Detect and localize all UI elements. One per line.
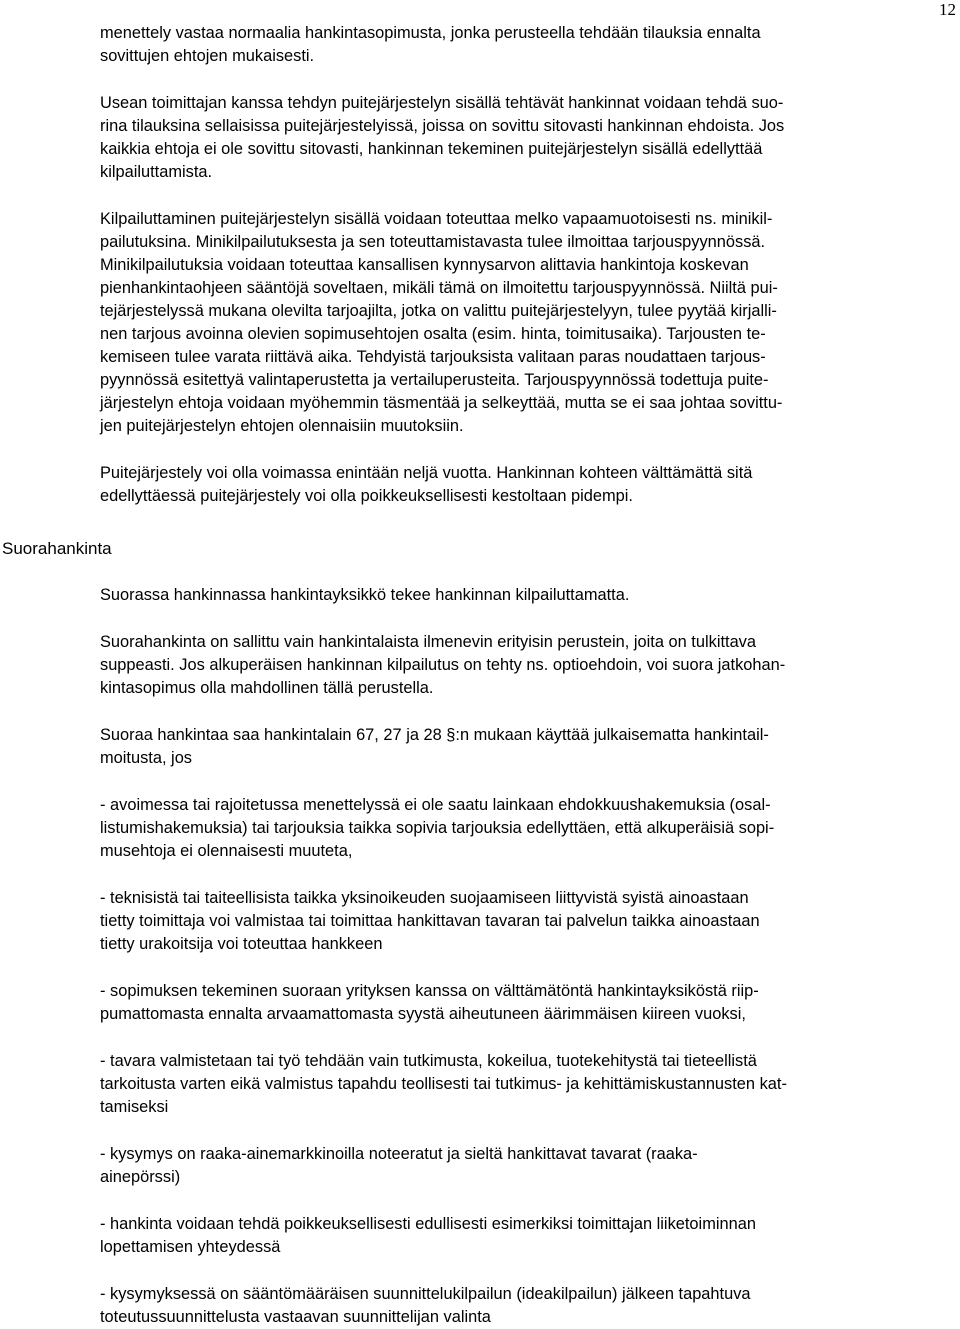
line: musehtoja ei olennaisesti muuteta, bbox=[100, 842, 353, 860]
paragraph-7 bbox=[100, 724, 926, 770]
line: tarkoitusta varten eikä valmistus tapahdu teollisesti tai tutkimus- ja kehittämiskustannusten kat- bbox=[100, 1075, 787, 1093]
text-block-upper bbox=[100, 22, 926, 508]
line: tejärjestelyssä mukana olevilta tarjoajilta, jotka on valittu puitejärjestelyyn, tulee pyytää kirjalli- bbox=[100, 302, 777, 320]
line: tamiseksi bbox=[100, 1098, 169, 1116]
line: Usean toimittajan kanssa tehdyn puitejärjestelyn sisällä tehtävät hankinnat voidaan tehdä suo- bbox=[100, 94, 784, 112]
line: suppeasti. Jos alkuperäisen hankinnan kilpailutus on tehty ns. optioehdoin, voi suora jatkohan- bbox=[100, 656, 786, 674]
line: nen tarjous avoinna olevien sopimusehtojen osalta (esim. hinta, toimitusaika). Tarjousten te- bbox=[100, 325, 766, 343]
line: Suorassa hankinnassa hankintayksikkö tekee hankinnan kilpailuttamatta. bbox=[100, 586, 630, 604]
line: Minikilpailutuksia voidaan toteuttaa kansallisen kynnysarvon alittavia hankintoja koskevan bbox=[100, 256, 749, 274]
line: rina tilauksina sellaisissa puitejärjestelyissä, joissa on sovittu sitovasti hankinnan ehdoista. Jos bbox=[100, 117, 785, 135]
line: Suorahankinta on sallittu vain hankintalaista ilmenevin erityisin perustein, joita on tulkittava bbox=[100, 633, 756, 651]
list-item bbox=[100, 1283, 926, 1329]
line: moitusta, jos bbox=[100, 749, 193, 767]
line: ainepörssi) bbox=[100, 1168, 181, 1186]
line: kintasopimus olla mahdollinen tällä perustella. bbox=[100, 679, 434, 697]
line: edellyttäessä puitejärjestely voi olla poikkeuksellisesti kestoltaan pidempi. bbox=[100, 487, 633, 505]
line: listumishakemuksia) tai tarjouksia taikka sopivia tarjouksia edellyttäen, että alkuperäisiä sopi- bbox=[100, 819, 775, 837]
paragraph-1 bbox=[100, 22, 926, 68]
list-item bbox=[100, 980, 926, 1026]
text-block-suorahankinta bbox=[100, 584, 926, 1329]
line: - kysymyksessä on sääntömääräisen suunnittelukilpailun (ideakilpailun) jälkeen tapahtuva bbox=[100, 1285, 751, 1303]
line: järjestelyn ehtoja voidaan myöhemmin täsmentää ja selkeyttää, mutta se ei saa johtaa sovittu- bbox=[100, 394, 783, 412]
line: toteutussuunnittelusta vastaavan suunnittelijan valinta bbox=[100, 1308, 491, 1326]
line: menettely vastaa normaalia hankintasopimusta, jonka perusteella tehdään tilauksia ennalta bbox=[100, 24, 761, 42]
section-heading-suorahankinta: Suorahankinta bbox=[2, 539, 112, 558]
list-item bbox=[100, 887, 926, 956]
line: Kilpailuttaminen puitejärjestelyn sisällä voidaan toteuttaa melko vapaamuotoisesti ns. minikil- bbox=[100, 210, 773, 228]
line: sovittujen ehtojen mukaisesti. bbox=[100, 47, 315, 65]
line: tietty toimittaja voi valmistaa tai toimittaa hankittavan tavaran tai palvelun taikka ainoastaan bbox=[100, 912, 760, 930]
line: - sopimuksen tekeminen suoraan yrityksen kanssa on välttämätöntä hankintayksiköstä riip- bbox=[100, 982, 759, 1000]
paragraph-5 bbox=[100, 584, 926, 607]
line: Suoraa hankintaa saa hankintalain 67, 27 ja 28 §:n mukaan käyttää julkaisematta hankintail- bbox=[100, 726, 769, 744]
line: Puitejärjestely voi olla voimassa enintään neljä vuotta. Hankinnan kohteen välttämättä sitä bbox=[100, 464, 753, 482]
line: - tavara valmistetaan tai työ tehdään vain tutkimusta, kokeilua, tuotekehitystä tai tieteellistä bbox=[100, 1052, 757, 1070]
line: - hankinta voidaan tehdä poikkeuksellisesti edullisesti esimerkiksi toimittajan liiketoiminnan bbox=[100, 1215, 756, 1233]
line: - avoimessa tai rajoitetussa menettelyssä ei ole saatu lainkaan ehdokkuushakemuksia (osal- bbox=[100, 796, 771, 814]
line: kaikkia ehtoja ei ole sovittu sitovasti, hankinnan tekeminen puitejärjestelyn sisällä edellyttää bbox=[100, 140, 763, 158]
line: lopettamisen yhteydessä bbox=[100, 1238, 281, 1256]
line: tietty urakoitsija voi toteuttaa hankkeen bbox=[100, 935, 383, 953]
paragraph-3 bbox=[100, 208, 926, 438]
line: kemiseen tulee varata riittävä aika. Tehdyistä tarjouksista valitaan paras noudattaen tarjous- bbox=[100, 348, 766, 366]
paragraph-2 bbox=[100, 92, 926, 184]
list-item bbox=[100, 1050, 926, 1119]
paragraph-4 bbox=[100, 462, 926, 508]
paragraph-6 bbox=[100, 631, 926, 700]
line: - teknisistä tai taiteellisista taikka yksinoikeuden suojaamiseen liittyvistä syistä ainoastaan bbox=[100, 889, 749, 907]
list-item bbox=[100, 1143, 926, 1189]
line: - kysymys on raaka-ainemarkkinoilla noteeratut ja sieltä hankittavat tavarat (raaka- bbox=[100, 1145, 698, 1163]
line: jen puitejärjestelyn ehtojen olennaisiin muutoksiin. bbox=[100, 417, 464, 435]
line: pyynnössä esitettyä valintaperustetta ja vertailuperusteita. Tarjouspyynnössä todettuja puite- bbox=[100, 371, 769, 389]
line: pienhankintaohjeen sääntöjä soveltaen, mikäli tämä on ilmoitettu tarjouspyynnössä. Niiltä pui- bbox=[100, 279, 778, 297]
list-item bbox=[100, 794, 926, 863]
list-item bbox=[100, 1213, 926, 1259]
line: kilpailuttamista. bbox=[100, 163, 213, 181]
line: pailutuksina. Minikilpailutuksesta ja sen toteuttamistavasta tulee ilmoittaa tarjouspyynnössä. bbox=[100, 233, 766, 251]
page-number: 12 bbox=[939, 0, 956, 19]
line: pumattomasta ennalta arvaamattomasta syystä aiheutuneen äärimmäisen kiireen vuoksi, bbox=[100, 1005, 746, 1023]
